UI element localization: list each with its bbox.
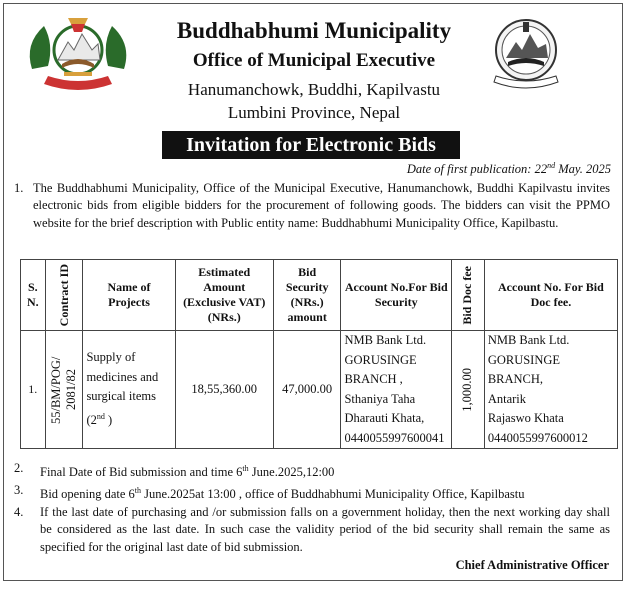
paragraph-number: 1. xyxy=(14,181,24,195)
header-account-doc: Account No. For Bid Doc fee. xyxy=(484,260,617,331)
cell-estimated-amount: 18,55,360.00 xyxy=(175,331,273,449)
intro-paragraph xyxy=(14,180,610,232)
cell-sn: 1. xyxy=(21,331,46,449)
cell-bid-security: 47,000.00 xyxy=(273,331,341,449)
cell-project-name: Supply of medicines and surgical items (2nd ) xyxy=(83,331,175,449)
bid-table xyxy=(20,259,618,449)
signatory-title: Chief Administrative Officer xyxy=(455,558,609,572)
header-bid-security: Bid Security (NRs.) amount xyxy=(273,260,341,331)
list-item: 3. Bid opening date 6th June.2025at 13:00 , office of Buddhabhumi Municipality Office, Kapilbastu xyxy=(14,482,525,501)
cell-doc-fee: 1,000.00 xyxy=(452,331,485,449)
header-project-name: Name of Projects xyxy=(83,260,175,331)
notice-page xyxy=(3,3,623,581)
notice-title-banner: Invitation for Electronic Bids xyxy=(162,131,460,159)
nepal-emblem-icon xyxy=(14,14,142,94)
notes-list xyxy=(14,460,610,556)
cell-account-security: NMB Bank Ltd. GORUSINGE BRANCH , Sthaniya Taha Dharauti Khata, 0440055997600041 xyxy=(341,331,452,449)
table-row xyxy=(21,331,618,449)
municipality-name: Buddhabhumi Municipality xyxy=(176,18,452,43)
municipality-seal-icon xyxy=(486,16,566,92)
cell-account-doc: NMB Bank Ltd. GORUSINGE BRANCH, Antarik Rajaswo Khata 0440055997600012 xyxy=(484,331,617,449)
paragraph-text: The Buddhabhumi Municipality, Office of the Municipal Executive, Hanumanchowk, Buddhi Kapilvastu invites electronic bids from eligible bidders for the procurement of following goods. The bidders can visit the PPMO website for the brief description with Public entity name: Buddhabhumi Municipality Office, Kapilbastu. xyxy=(33,181,610,230)
list-item: 2. Final Date of Bid submission and time 6th June.2025,12:00 xyxy=(14,461,335,480)
header-estimated-amount: Estimated Amount (Exclusive VAT) (NRs.) xyxy=(175,260,273,331)
list-item: 4. If the last date of purchasing and /or submission falls on a government holiday, then the next working day shall be considered as the last date. In such case the validity period of the bid security shall remain the same as specified for the original last date of bid submission. xyxy=(14,504,610,554)
address-line-1: Hanumanchowk, Buddhi, Kapilvastu xyxy=(187,80,441,99)
header-sn: S. N. xyxy=(21,260,46,331)
header-account-security: Account No.For Bid Security xyxy=(341,260,452,331)
address-line-2: Lumbini Province, Nepal xyxy=(227,103,401,122)
cell-contract-id: 55/BM/POG/ 2081/82 xyxy=(45,331,83,449)
table-header-row xyxy=(21,260,618,331)
header-doc-fee: Bid Doc fee xyxy=(452,260,485,331)
header-contract-id: Contract ID xyxy=(45,260,83,331)
office-name: Office of Municipal Executive xyxy=(192,50,436,71)
publication-date: Date of first publication: 22nd May. 2025 xyxy=(406,161,611,177)
